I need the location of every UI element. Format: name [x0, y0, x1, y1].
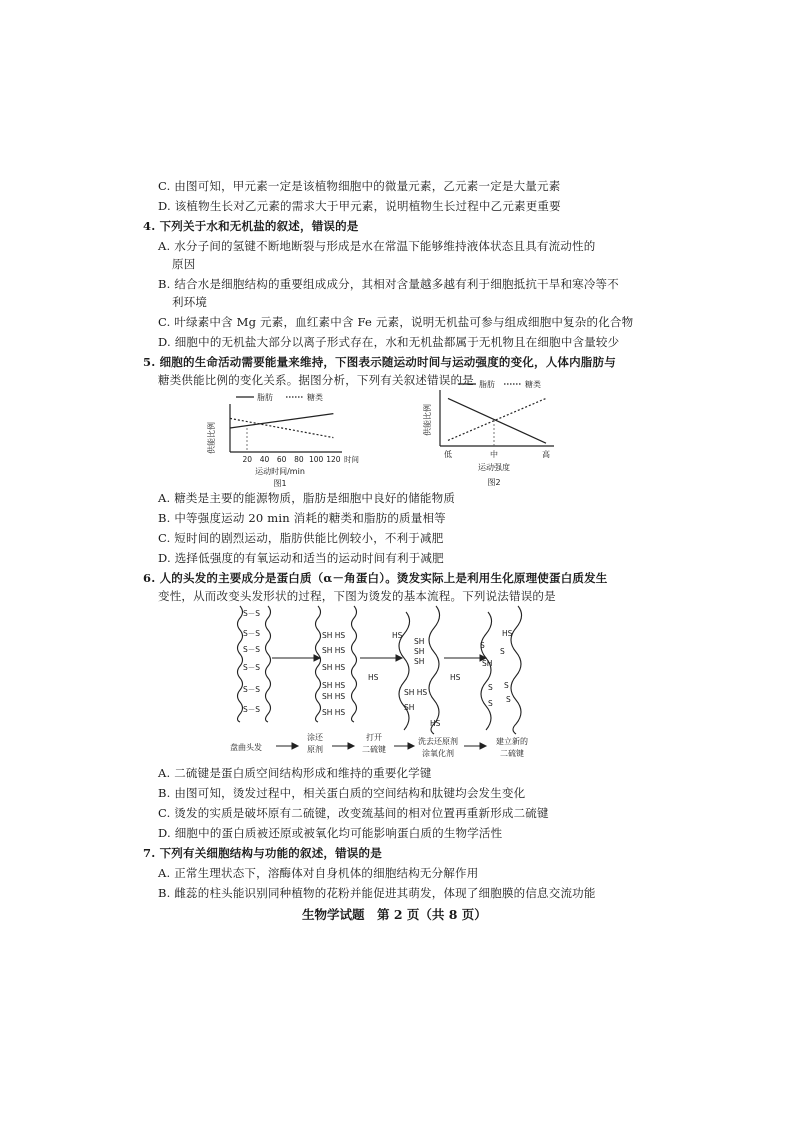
svg-text:SH: SH [414, 647, 425, 656]
q4-option-c: C. 叶绿素中含 Mg 元素，血红素中含 Fe 元素，说明无机盐可参与组成细胞中复杂的化合物 [158, 315, 634, 329]
x-ticks [242, 455, 340, 464]
q7-option-b: B. 雌蕊的柱头能识别同种植物的花粉并能促进其萌发，体现了细胞膜的信息交流功能 [158, 886, 596, 900]
bond-labels [243, 609, 513, 728]
q3-option-d: D. 该植物生长对乙元素的需求大于甲元素，说明植物生长过程中乙元素更重要 [158, 199, 561, 213]
svg-text:SH: SH [482, 659, 493, 668]
y-axis-label: 供能比例 [423, 404, 432, 436]
svg-text:S: S [480, 641, 485, 650]
x-categories [444, 449, 550, 459]
svg-text:HS: HS [502, 629, 513, 638]
page-footer: 生物学试题 第 2 页（共 8 页） [302, 907, 487, 922]
q6-stem: 6. 人的头发的主要成分是蛋白质（α－角蛋白）。烫发实际上是利用生化原理使蛋白质发生 [143, 571, 608, 585]
svg-text:原剂: 原剂 [307, 745, 323, 754]
svg-text:二硫键: 二硫键 [500, 749, 524, 758]
svg-text:建立新的: 建立新的 [496, 737, 528, 746]
chart-fig1 [200, 392, 370, 492]
svg-text:SH HS: SH HS [322, 681, 346, 690]
x-tick-label: 80 [294, 455, 304, 464]
svg-text:S－S: S－S [243, 705, 261, 714]
x-tick-label: 100 [308, 455, 324, 464]
fat-series-line [230, 414, 333, 428]
svg-text:S－S: S－S [243, 685, 261, 694]
svg-text:S: S [488, 699, 493, 708]
x-axis-end-label: 时间 [344, 455, 359, 464]
x-axis-label: 运动时间/min [255, 467, 305, 476]
svg-text:S－S: S－S [243, 645, 261, 654]
fig1-title: 图1 [273, 479, 287, 488]
svg-text:二硫键: 二硫键 [362, 745, 386, 754]
q4-option-a-cont: 原因 [172, 257, 196, 271]
chart-fig2 [418, 378, 568, 492]
x-tick-label: 120 [326, 455, 341, 464]
svg-text:涂还: 涂还 [307, 733, 323, 742]
q5-option-a: A. 糖类是主要的能源物质，脂肪是细胞中良好的储能物质 [158, 491, 456, 505]
svg-text:S: S [504, 681, 509, 690]
x-tick-label: 40 [259, 455, 270, 464]
svg-text:SH HS: SH HS [322, 631, 346, 640]
q4-option-b: B. 结合水是细胞结构的重要组成成分，其相对含量越多越有利于细胞抵抗干旱和寒冷等不 [158, 277, 619, 291]
svg-text:SH HS: SH HS [322, 708, 346, 717]
svg-text:SH HS: SH HS [322, 692, 346, 701]
q6-option-a: A. 二硫键是蛋白质空间结构形成和维持的重要化学键 [158, 766, 432, 780]
q5-stem-cont: 糖类供能比例的变化关系。据图分析，下列有关叙述错误的是 [158, 373, 474, 387]
x-tick-label: 20 [242, 455, 253, 464]
svg-text:SH HS: SH HS [322, 663, 346, 672]
svg-text:SH: SH [414, 657, 425, 666]
svg-text:HS: HS [430, 719, 441, 728]
perm-diagram [218, 602, 558, 762]
q5-option-b: B. 中等强度运动 20 min 消耗的糖类和脂肪的质量相等 [158, 511, 446, 525]
q4-option-d: D. 细胞中的无机盐大部分以离子形式存在，水和无机盐都属于无机物且在细胞中含量较少 [158, 335, 620, 349]
x-tick-label: 60 [276, 455, 287, 464]
fat-series-line [448, 398, 546, 443]
legend-fat-label: 脂肪 [257, 393, 273, 402]
x-category-label: 低 [444, 450, 452, 459]
legend-fat-label: 脂肪 [479, 380, 495, 389]
svg-text:S－S: S－S [243, 609, 261, 618]
q5-option-c: C. 短时间的剧烈运动，脂肪供能比例较小，不利于减肥 [158, 531, 444, 545]
svg-text:HS: HS [450, 673, 461, 682]
svg-text:SH: SH [414, 637, 425, 646]
x-category-label: 中 [490, 450, 498, 459]
svg-text:洗去还原剂: 洗去还原剂 [418, 737, 458, 746]
q6-option-c: C. 烫发的实质是破坏原有二硫键，改变巯基间的相对位置再重新形成二硫键 [158, 806, 549, 820]
legend-sugar-label: 糖类 [525, 380, 541, 389]
x-axis-label: 运动强度 [478, 463, 510, 472]
q5-stem: 5. 细胞的生命活动需要能量来维持，下图表示随运动时间与运动强度的变化，人体内脂肪与 [143, 355, 616, 369]
fig2-title: 图2 [487, 478, 501, 487]
step-curly-hair: 盘曲头发 [230, 743, 262, 752]
svg-text:HS: HS [392, 631, 403, 640]
svg-text:S: S [488, 683, 493, 692]
svg-text:涂氧化剂: 涂氧化剂 [422, 749, 454, 758]
legend-sugar-label: 糖类 [307, 393, 323, 402]
svg-text:S: S [500, 647, 505, 656]
q3-option-c: C. 由图可知，甲元素一定是该植物细胞中的微量元素，乙元素一定是大量元素 [158, 179, 561, 193]
q4-option-b-cont: 利环境 [172, 295, 208, 309]
svg-text:S: S [506, 695, 511, 704]
svg-text:SH HS: SH HS [404, 688, 428, 697]
svg-text:S－S: S－S [243, 663, 261, 672]
y-axis-label: 供能比例 [207, 422, 216, 454]
q6-option-d: D. 细胞中的蛋白质被还原或被氧化均可能影响蛋白质的生物学活性 [158, 826, 503, 840]
q4-option-a: A. 水分子间的氢键不断地断裂与形成是水在常温下能够维持液体状态且具有流动性的 [158, 239, 596, 253]
q7-option-a: A. 正常生理状态下，溶酶体对自身机体的细胞结构无分解作用 [158, 866, 479, 880]
svg-text:S－S: S－S [243, 629, 261, 638]
q6-stem-cont: 变性，从而改变头发形状的过程，下图为烫发的基本流程。下列说法错误的是 [158, 589, 556, 603]
svg-text:SH HS: SH HS [322, 646, 346, 655]
q4-stem: 4. 下列关于水和无机盐的叙述，错误的是 [143, 219, 359, 233]
q7-stem: 7. 下列有关细胞结构与功能的叙述，错误的是 [143, 846, 382, 860]
q6-option-b: B. 由图可知，烫发过程中，相关蛋白质的空间结构和肽键均会发生变化 [158, 786, 526, 800]
hair-strands [238, 606, 522, 734]
svg-text:SH: SH [404, 703, 415, 712]
q5-option-d: D. 选择低强度的有氧运动和适当的运动时间有利于减肥 [158, 551, 444, 565]
x-category-label: 高 [542, 450, 550, 459]
svg-text:打开: 打开 [366, 733, 382, 742]
svg-text:HS: HS [368, 673, 379, 682]
